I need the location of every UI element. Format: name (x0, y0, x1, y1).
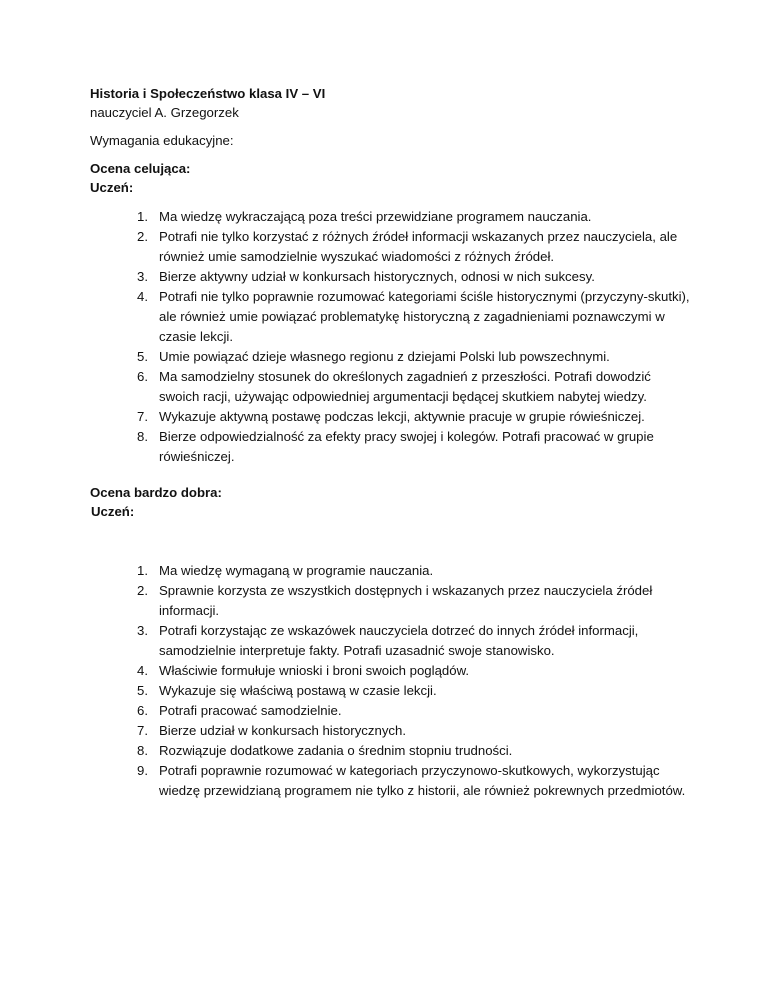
document-page (90, 84, 690, 801)
list-item: 4. Potrafi nie tylko poprawnie rozumować kategoriami ściśle historycznymi (przyczyny-skutki), ale również umie powiązać problematykę historyczną z zagadnieniami poznawczymi w czasie lekcji. (137, 289, 690, 344)
section-celujaca (90, 159, 690, 467)
list-item: 7. Bierze udział w konkursach historycznych. (137, 723, 407, 738)
list-item: 2. Sprawnie korzysta ze wszystkich dostępnych i wskazanych przez nauczyciela źródeł informacji. (137, 583, 653, 618)
intro-text: Wymagania edukacyjne: (90, 133, 234, 148)
list-item: 5. Wykazuje się właściwą postawą w czasie lekcji. (137, 683, 437, 698)
list-item: 3. Potrafi korzystając ze wskazówek nauczyciela dotrzeć do innych źródeł informacji, samodzielnie interpretuje fakty. Potrafi uzasadnić swoje stanowisko. (137, 623, 639, 658)
section-bardzo-dobra (90, 483, 690, 801)
list-item: 6. Potrafi pracować samodzielnie. (137, 703, 342, 718)
section-subheading: Uczeń: (90, 180, 134, 195)
teacher-name: nauczyciel A. Grzegorzek (90, 105, 239, 120)
list-item: 3. Bierze aktywny udział w konkursach historycznych, odnosi w nich sukcesy. (137, 269, 595, 284)
list-item: 2. Potrafi nie tylko korzystać z różnych źródeł informacji wskazanych przez nauczyciela, ale również umie samodzielnie wyszukać wiadomości z różnych źródeł. (137, 229, 678, 264)
list-item: 6. Ma samodzielny stosunek do określonych zagadnień z przeszłości. Potrafi dowodzić swoich racji, używając odpowiedniej argumentacji będącej skutkiem nabytej wiedzy. (137, 369, 651, 404)
list-item: 9. Potrafi poprawnie rozumować w kategoriach przyczynowo-skutkowych, wykorzystując wiedzę przewidzianą programem nie tylko z historii, ale również pokrewnych przedmiotów. (137, 763, 686, 798)
requirements-list (90, 207, 690, 467)
list-item: 4. Właściwie formułuje wnioski i broni swoich poglądów. (137, 663, 470, 678)
list-item: 1. Ma wiedzę wykraczającą poza treści przewidziane programem nauczania. (137, 209, 592, 224)
list-item: 5. Umie powiązać dzieje własnego regionu z dziejami Polski lub powszechnymi. (137, 349, 610, 364)
list-item: 7. Wykazuje aktywną postawę podczas lekcji, aktywnie pracuje w grupie rówieśniczej. (137, 409, 645, 424)
list-item: 8. Rozwiązuje dodatkowe zadania o średnim stopniu trudności. (137, 743, 513, 758)
list-item: 8. Bierze odpowiedzialność za efekty pracy swojej i kolegów. Potrafi pracować w grupie rówieśniczej. (137, 429, 654, 464)
requirements-list (90, 561, 690, 801)
section-heading: Ocena celująca: (90, 161, 191, 176)
document-title: Historia i Społeczeństwo klasa IV – VI (90, 86, 326, 101)
list-item: 1. Ma wiedzę wymaganą w programie nauczania. (137, 563, 434, 578)
section-heading: Ocena bardzo dobra: (90, 485, 222, 500)
section-subheading: Uczeń: (91, 504, 135, 519)
